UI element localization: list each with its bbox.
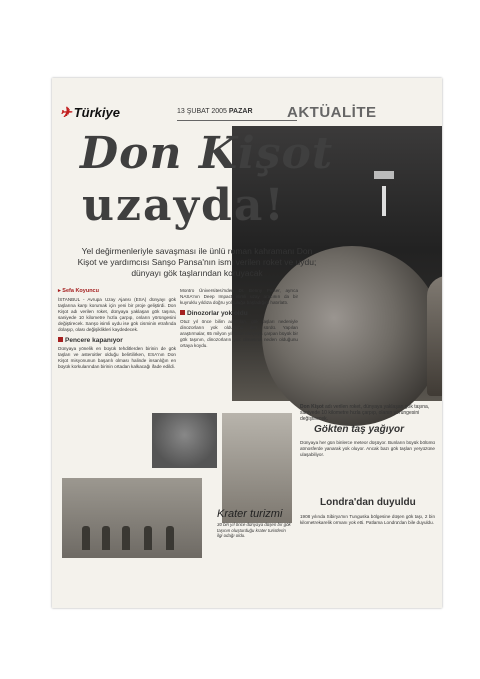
person-figure bbox=[144, 526, 152, 550]
newspaper-logo bbox=[60, 104, 120, 121]
logo-text: Türkiye bbox=[73, 105, 120, 120]
caption-bold: Don Kişot bbox=[300, 404, 324, 410]
mid-text: Otuz yıl önce bilim adamları, gök taşları nedeniyle dinozorların yok olduğunu ileri sürdü. Yapılan araştırmalar, 65 milyon yıl önce dünyaya çarpan büyük bir gök taşının, dinozorların yok olmasına neden olduğunu ortaya koydu. bbox=[180, 319, 298, 348]
mid-subhead bbox=[180, 310, 298, 317]
don-quixote-figure bbox=[427, 276, 442, 396]
headline-line2: uzayda! bbox=[82, 180, 286, 231]
byline-text: Sefa Koyuncu bbox=[62, 288, 99, 294]
section-rule bbox=[177, 120, 297, 121]
photo-caption bbox=[300, 404, 430, 423]
person-figure bbox=[166, 526, 174, 550]
left-column bbox=[58, 288, 176, 370]
middle-column bbox=[180, 288, 298, 349]
satellite-icon bbox=[382, 186, 386, 216]
right-text: Dünyaya her gün binlerce meteor düşüyor. Bunların büyük bölümü atmosferde yanarak yok oluyor. Ancak bazı gök taşları yeryüzüne ulaşabiliyor. bbox=[300, 440, 435, 457]
date-text: 13 ŞUBAT 2005 bbox=[177, 108, 227, 115]
section-label: AKTÜALİTE bbox=[287, 104, 377, 121]
left-text: Dünyaya yönelik en büyük tehditlerden birinin de gök taşları ve asteroitler olduğu belirtilirken, ESA'nın Don Kişot misyonunun başarılı olması halinde insanlığın en büyük korkularından birinin ortadan kalkacağı ifade edildi. bbox=[58, 346, 176, 369]
tourists-photo bbox=[62, 478, 202, 558]
tourism-text: 30 bin yıl önce dünyaya düşen bir gök taşının oluşturduğu krater turistlerin ilgi odağı oldu. bbox=[217, 522, 291, 539]
logo-mark-icon: ✈ bbox=[60, 104, 72, 120]
astronaut-photo bbox=[152, 413, 217, 468]
headline-line1: Don Kişot bbox=[80, 128, 334, 179]
mid-subhead-text: Dinozorlar yok oldu bbox=[187, 310, 248, 317]
day-text: PAZAR bbox=[228, 108, 253, 115]
newspaper-clipping bbox=[52, 78, 442, 608]
crater-photo bbox=[222, 413, 292, 523]
right-subhead: Gökten taş yağıyor bbox=[314, 424, 405, 435]
issue-date bbox=[177, 108, 253, 115]
person-figure bbox=[82, 526, 90, 550]
right-subhead-2: Londra'dan duyuldu bbox=[320, 497, 416, 508]
tourism-title: Krater turizmi bbox=[217, 508, 283, 520]
caption-text: adı verilen roket, dünyaya yaklaşan gök taşına, saniyede 10 kilometre hızla çarpıp, olanın yörüngesini değiştirecek. bbox=[300, 404, 430, 423]
byline: ▸ Sefa Koyuncu bbox=[58, 288, 99, 294]
bullet-icon bbox=[180, 310, 185, 315]
right-text-2: 1908 yılında Sibirya'nın Tunguska bölgesine düşen gök taşı, 2 bin kilometrekarelik ormanı yok etti. Patlama Londra'dan bile duyuldu. bbox=[300, 514, 435, 525]
bullet-icon bbox=[58, 337, 63, 342]
left-subhead-text: Pencere kapanıyor bbox=[65, 337, 123, 344]
mid-intro: Montro Üniversitesi'nden Dr. Benny Peiser, ayrıca NASA'nın Deep Impact isimli uzay aracının da bir kuyruklu yıldıza doğru yolculuğa başladığını hatırlattı. bbox=[180, 288, 298, 305]
left-subhead bbox=[58, 337, 176, 344]
subtitle: Yel değirmenleriyle savaşması ile ünlü roman kahramanı Don Kişot ve yardımcısı Sanşo Pansa'nın ismi verilen roket ve uydu; dünyayı gök taşlarından koruyacak bbox=[77, 246, 317, 278]
person-figure bbox=[102, 526, 110, 550]
person-figure bbox=[122, 526, 130, 550]
satellite-panel-icon bbox=[374, 171, 394, 179]
left-intro: İSTANBUL - Avrupa Uzay Ajansı (ESA) dünyayı gök taşlarına karşı korumak için yeni bir proje geliştirdi. Don Kişot adı verilen roket, dünyaya yaklaşan gök taşına, saniyede 10 kilometre hızla çarpıp, onların yörüngesini değiştirecek. Sanşo isimli uydu ise gök cisminin etrafında dolaşıp, olası değişiklikleri kaydedecek. bbox=[58, 297, 176, 332]
tourism-box bbox=[217, 508, 292, 539]
